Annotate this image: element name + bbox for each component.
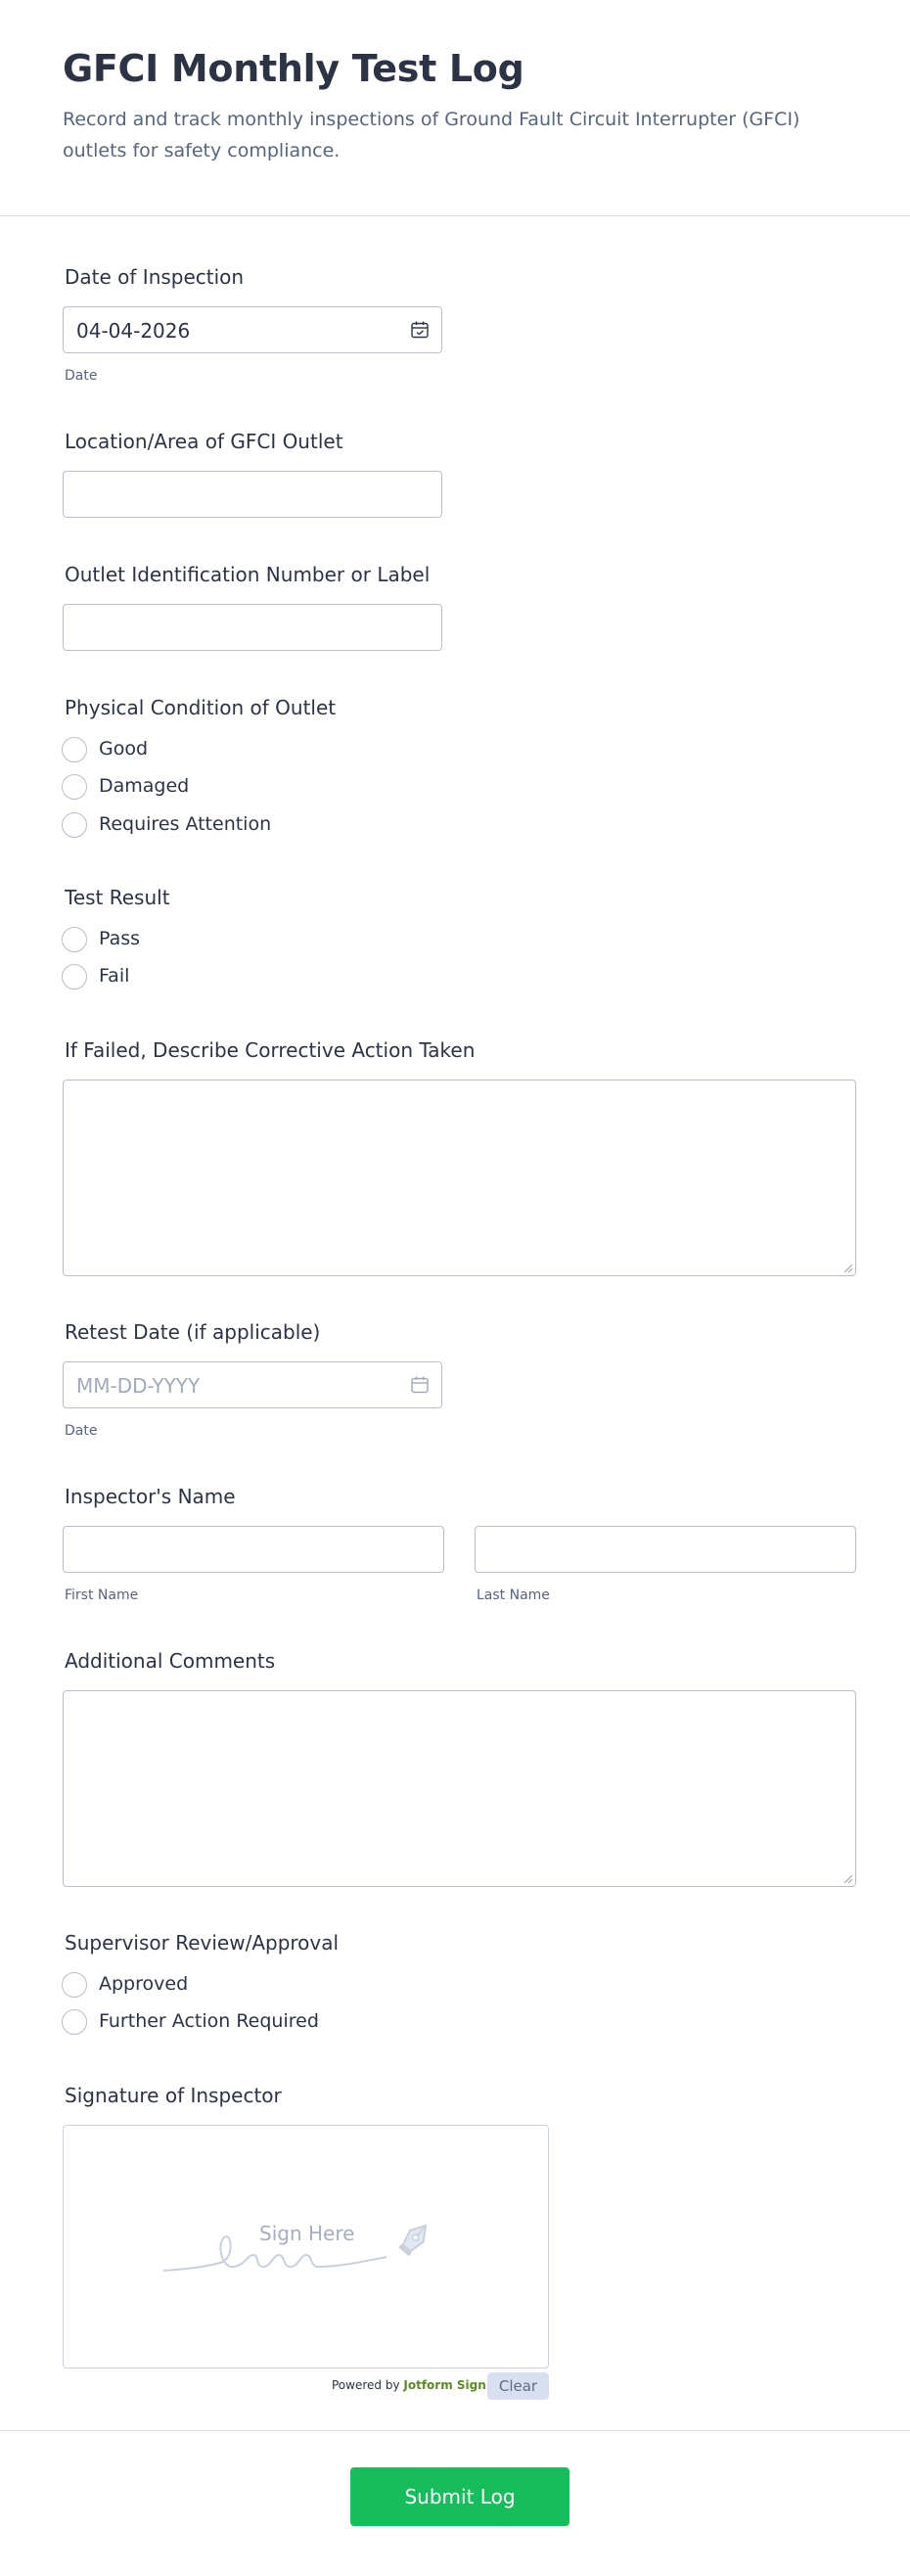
signature-pad[interactable] [63, 2125, 549, 2369]
date-of-inspection-input[interactable] [63, 306, 442, 353]
radio-damaged[interactable] [62, 774, 87, 800]
radio-good-label[interactable]: Good [99, 738, 149, 759]
corrective-action-label: If Failed, Describe Corrective Action Taken [65, 1038, 476, 1062]
radio-requires-attention[interactable] [62, 812, 87, 838]
radio-further-action[interactable] [62, 2009, 87, 2035]
header-divider [0, 215, 910, 216]
retest-date-placeholder: MM-DD-YYYY [76, 1374, 201, 1398]
location-label: Location/Area of GFCI Outlet [65, 430, 343, 453]
first-name-input[interactable] [63, 1526, 444, 1573]
physical-condition-label: Physical Condition of Outlet [65, 696, 337, 719]
clear-signature-button[interactable]: Clear [487, 2372, 549, 2400]
inspector-name-label: Inspector's Name [65, 1485, 236, 1508]
supervisor-review-label: Supervisor Review/Approval [65, 1931, 340, 1955]
radio-damaged-label[interactable]: Damaged [99, 775, 190, 797]
outlet-id-input[interactable] [63, 604, 442, 651]
corrective-action-textarea[interactable] [63, 1080, 856, 1276]
footer-divider [0, 2430, 910, 2431]
additional-comments-label: Additional Comments [65, 1649, 276, 1673]
test-result-label: Test Result [65, 886, 170, 909]
sign-here-prompt: Sign Here [259, 2222, 355, 2245]
submit-button[interactable]: Submit Log [350, 2467, 569, 2526]
date-of-inspection-label: Date of Inspection [65, 265, 245, 289]
radio-approved-label[interactable]: Approved [99, 1973, 189, 1995]
radio-pass[interactable] [62, 927, 87, 952]
powered-by-prefix: Powered by [332, 2378, 400, 2392]
retest-date-label: Retest Date (if applicable) [65, 1320, 321, 1344]
calendar-icon[interactable] [410, 320, 430, 340]
form-subtitle: Record and track monthly inspections of Ground Fault Circuit Interrupter (GFCI) outlets for safety compliance. [63, 109, 800, 161]
location-input[interactable] [63, 471, 442, 518]
radio-fail-label[interactable]: Fail [99, 965, 130, 987]
radio-further-action-label[interactable]: Further Action Required [99, 2010, 319, 2032]
retest-date-input[interactable] [63, 1361, 442, 1408]
radio-pass-label[interactable]: Pass [99, 928, 141, 949]
date-of-inspection-value: 04-04-2026 [76, 319, 191, 343]
resize-grip-icon[interactable] [842, 1872, 853, 1884]
radio-good[interactable] [62, 737, 87, 762]
radio-fail[interactable] [62, 964, 87, 989]
powered-by-brand[interactable]: Jotform Sign [403, 2378, 486, 2392]
form-title: GFCI Monthly Test Log [63, 47, 524, 90]
pen-icon [394, 2218, 435, 2259]
first-name-sublabel: First Name [65, 1587, 139, 1603]
last-name-input[interactable] [475, 1526, 856, 1573]
calendar-icon[interactable] [410, 1375, 430, 1395]
additional-comments-textarea[interactable] [63, 1690, 856, 1887]
radio-requires-attention-label[interactable]: Requires Attention [99, 813, 272, 835]
date-of-inspection-sublabel: Date [65, 368, 98, 384]
last-name-sublabel: Last Name [477, 1587, 550, 1603]
outlet-id-label: Outlet Identification Number or Label [65, 563, 431, 586]
powered-by-text [332, 2378, 486, 2392]
retest-date-sublabel: Date [65, 1423, 98, 1439]
resize-grip-icon[interactable] [842, 1262, 853, 1273]
signature-label: Signature of Inspector [65, 2084, 282, 2107]
radio-approved[interactable] [62, 1972, 87, 1998]
